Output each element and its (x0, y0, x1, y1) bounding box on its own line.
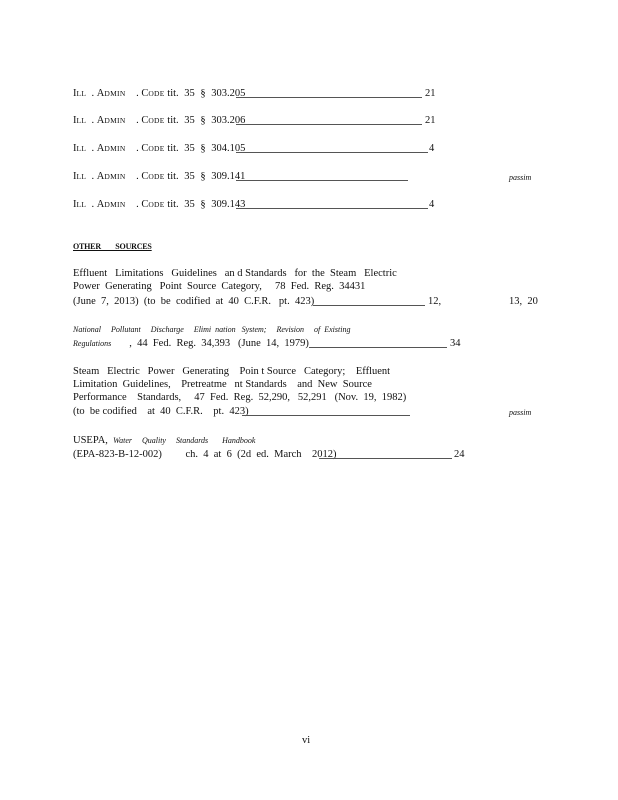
source-line: Steam Electric Power Generating Poin t Source Category; Effluent (73, 366, 391, 377)
citation-page: 21 (425, 88, 436, 99)
citation-row (73, 88, 245, 99)
source-page: passim (509, 408, 532, 417)
citation-row (73, 171, 245, 182)
citation-row (73, 115, 245, 126)
leader-dots (319, 458, 452, 459)
leader-dots (236, 124, 422, 125)
leader-dots (309, 347, 447, 348)
citation-row (73, 199, 245, 210)
leader-dots (236, 180, 408, 181)
citation-code: ILL . ADMIN . CODE tit. 35 § 309.143 (73, 199, 246, 210)
source-line: (to be codified at 40 C.F.R. pt. 423) (73, 406, 249, 417)
source-line: Power Generating Point Source Category, 78 Fed. Reg. 34431 (73, 281, 366, 292)
source-line: Regulations , 44 Fed. Reg. 34,393 (June 14, 1979) (73, 338, 309, 349)
source-line: (EPA-823-B-12-002) ch. 4 at 6 (2d ed. March 2012) (73, 449, 337, 460)
leader-dots (236, 152, 428, 153)
source-line: Limitation Guidelines, Pretreatme nt Standards and New Source (73, 379, 372, 390)
citation-code: ILL . ADMIN . CODE tit. 35 § 303.206 (73, 115, 246, 126)
page-number: vi (302, 735, 311, 746)
source-page: 12, (428, 296, 442, 307)
leader-dots (242, 415, 410, 416)
citation-page: 21 (425, 115, 436, 126)
source-line: Performance Standards, 47 Fed. Reg. 52,290, 52,291 (Nov. 19, 1982) (73, 392, 407, 403)
source-page: 24 (454, 449, 465, 460)
source-page: 13, 20 (509, 296, 538, 307)
citation-code: ILL . ADMIN . CODE tit. 35 § 303.205 (73, 88, 246, 99)
section-heading-other-sources: OTHER SOURCES (73, 242, 152, 251)
leader-dots (313, 305, 425, 306)
leader-dots (236, 97, 422, 98)
citation-page: 4 (429, 199, 435, 210)
source-page: 34 (450, 338, 461, 349)
citation-code: ILL . ADMIN . CODE tit. 35 § 309.141 (73, 171, 246, 182)
source-line: National Pollutant Discharge Elimi nation System; Revision of Existing (73, 325, 351, 334)
source-line: (June 7, 2013) (to be codified at 40 C.F.R. pt. 423) (73, 296, 315, 307)
leader-dots (236, 208, 428, 209)
citation-page: 4 (429, 143, 435, 154)
source-line: USEPA, Water Quality Standards Handbook (73, 435, 256, 446)
citation-page: passim (509, 173, 532, 182)
source-line: Effluent Limitations Guidelines an d Standards for the Steam Electric (73, 268, 397, 279)
citation-row (73, 143, 245, 154)
citation-code: ILL . ADMIN . CODE tit. 35 § 304.105 (73, 143, 246, 154)
